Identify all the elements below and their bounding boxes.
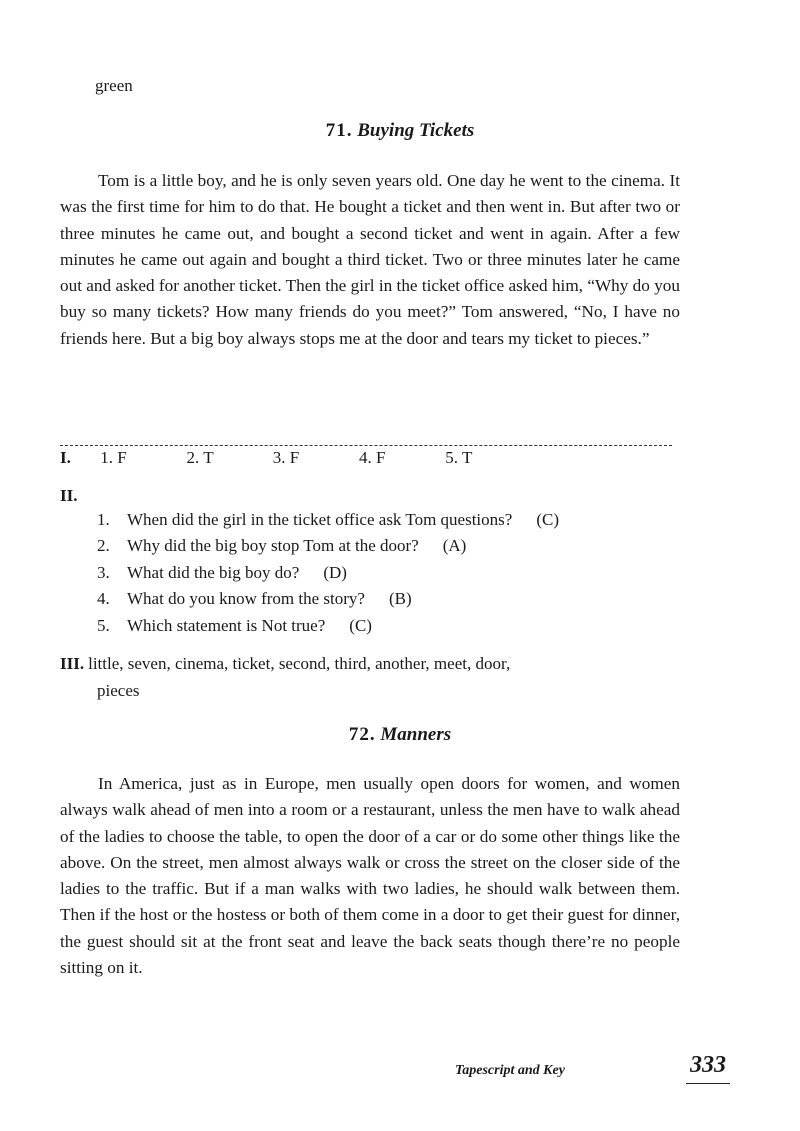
question-number: 4. <box>97 589 110 608</box>
question-text: What do you know from the story? <box>127 589 365 608</box>
carryover-word: green <box>95 76 133 95</box>
answer-4: 4. F <box>359 448 386 467</box>
question-answer: (D) <box>323 563 347 582</box>
question-text: Why did the big boy stop Tom at the door? <box>127 536 419 555</box>
question-answer: (A) <box>442 536 467 555</box>
page-number-underline <box>686 1083 730 1084</box>
part-1-label: I. <box>60 448 71 467</box>
question-text: When did the girl in the ticket office ask Tom questions? <box>127 510 513 529</box>
section-72-heading <box>0 724 800 746</box>
question-answer: (B) <box>388 589 412 608</box>
question-text: Which statement is Not true? <box>127 616 326 635</box>
section-71-title: Buying Tickets <box>357 120 475 141</box>
part-3-line-2: pieces <box>97 681 140 700</box>
question-number: 1. <box>97 510 110 529</box>
answer-2: 2. T <box>186 448 214 467</box>
question-number: 2. <box>97 536 110 555</box>
question-3 <box>97 563 347 583</box>
page-number: 333 <box>690 1052 726 1078</box>
section-72-number: 72. <box>348 724 376 745</box>
question-answer: (C) <box>349 616 372 635</box>
dashed-divider <box>60 445 672 446</box>
answer-1: 1. F <box>100 448 127 467</box>
answer-3: 3. F <box>272 448 300 467</box>
section-71-heading <box>0 120 800 142</box>
question-5 <box>97 616 372 636</box>
question-1 <box>97 510 559 530</box>
question-number: 3. <box>97 563 110 582</box>
section-71-paragraph: Tom is a little boy, and he is only seven years old. One day he went to the cinema. It was the first time for him to do that. He bought a ticket and then went in. But after two or three minutes he came out, and bought a second ticket and went in again. After a few minutes he came out again and bought a third ticket. Two or three minutes later he came out and asked for another ticket. Then the girl in the ticket office asked him, “Why do you buy so many tickets? How many friends do you meet?” Tom answered, “No, I have no friends here. But a big boy always stops me at the door and tears my ticket to pieces.” <box>60 171 680 348</box>
question-4 <box>97 589 412 609</box>
running-footer-title: Tapescript and Key <box>455 1063 565 1078</box>
section-71-number: 71. <box>325 120 353 141</box>
question-number: 5. <box>97 616 110 635</box>
section-72-title: Manners <box>380 724 452 745</box>
question-answer: (C) <box>536 510 559 529</box>
section-72-paragraph: In America, just as in Europe, men usually open doors for women, and women always walk ahead of men into a room or a restaurant, unless the men have to walk ahead of the ladies to choose the table, to open the door of a car or do some other things like the above. On the street, men almost always walk or cross the street on the closer side of the ladies to the traffic. But if a man walks with two ladies, he should walk between them. Then if the host or the hostess or both of them come in a door to get their guest for dinner, the guest should sit at the front seat and leave the back seats though there’re no people sitting on it. <box>60 774 680 978</box>
answer-5: 5. T <box>445 448 473 467</box>
part-3-line-1: little, seven, cinema, ticket, second, third, another, meet, door, <box>88 654 511 673</box>
key-part-1 <box>60 448 527 468</box>
question-2 <box>97 536 466 556</box>
part-3-label: III. <box>60 654 85 673</box>
key-part-3 <box>60 650 682 704</box>
question-text: What did the big boy do? <box>127 563 300 582</box>
part-2-label: II. <box>60 486 78 505</box>
